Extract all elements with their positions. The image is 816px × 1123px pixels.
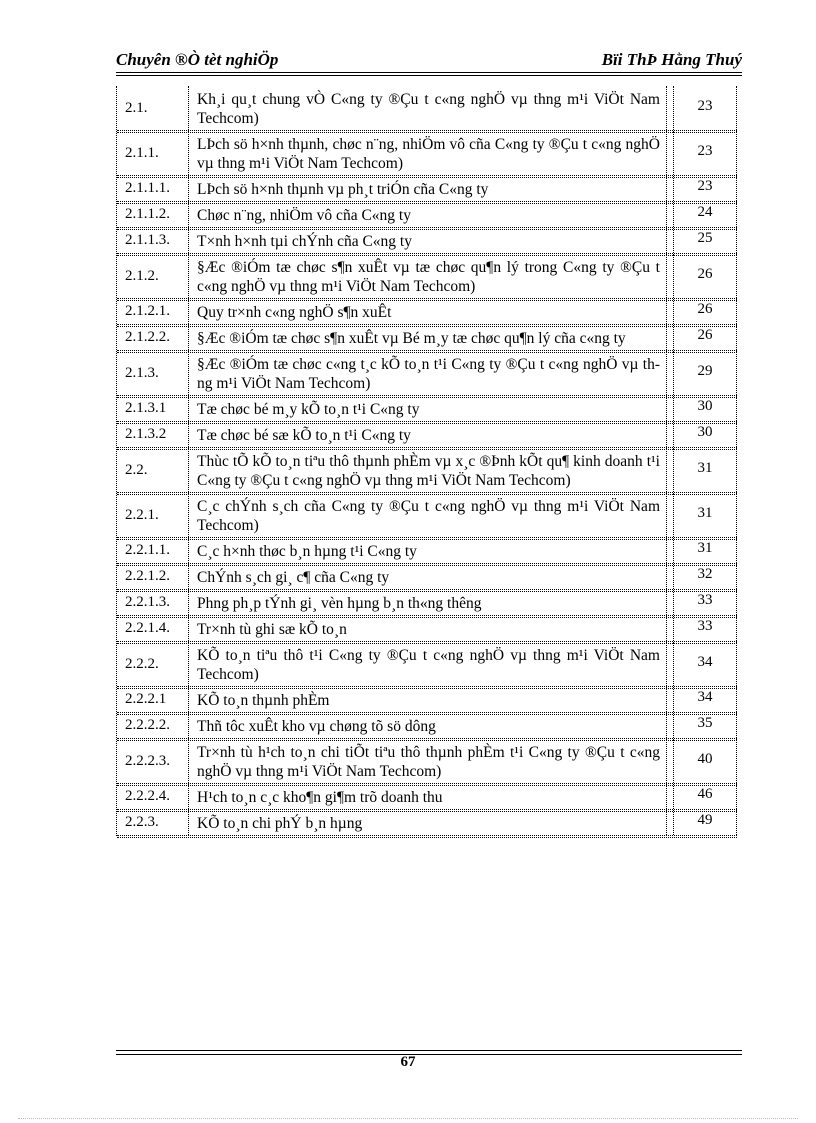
toc-section-number: 2.1.1.3. — [117, 228, 189, 253]
toc-row — [117, 422, 737, 448]
toc-section-number: 2.1.3. — [117, 351, 189, 395]
toc-column-gap — [667, 564, 674, 589]
toc-page-number: 24 — [674, 202, 737, 227]
toc-section-title: LÞch sö h×nh thµnh, chøc n¨ng, nhiÖm vô cña C«ng ty ®Çu t c«ng nghÖ vµ thng m¹i ViÖt Nam Techcom) — [189, 131, 667, 175]
toc-section-title: Chøc n¨ng, nhiÖm vô cña C«ng ty — [189, 202, 667, 227]
toc-page-number: 25 — [674, 228, 737, 253]
toc-row — [117, 351, 737, 396]
toc-row — [117, 131, 737, 176]
toc-column-gap — [667, 422, 674, 447]
toc-section-title: Tæ chøc bé sæ kÕ to¸n t¹i C«ng ty — [189, 422, 667, 447]
toc-column-gap — [667, 325, 674, 350]
toc-section-title: §Æc ®iÓm tæ chøc s¶n xuÊt vµ tæ chøc qu¶n lý trong C«ng ty ®Çu t c«ng nghÖ vµ thng m¹i ViÖt Nam Techcom) — [189, 254, 667, 298]
toc-column-gap — [667, 810, 674, 835]
toc-row — [117, 810, 737, 836]
toc-column-gap — [667, 86, 674, 130]
toc-row — [117, 687, 737, 713]
toc-page-number: 40 — [674, 739, 737, 783]
header-rule — [116, 72, 742, 73]
toc-page-number: 35 — [674, 713, 737, 738]
toc-section-number: 2.2.2.1 — [117, 687, 189, 712]
toc-section-title: C¸c h×nh thøc b¸n hµng t¹i C«ng ty — [189, 538, 667, 563]
toc-page-number: 34 — [674, 687, 737, 712]
toc-page-number: 23 — [674, 176, 737, 201]
toc-column-gap — [667, 739, 674, 783]
toc-section-number: 2.1.1. — [117, 131, 189, 175]
toc-section-number: 2.2.2. — [117, 642, 189, 686]
toc-row — [117, 396, 737, 422]
toc-section-title: Tæ chøc bé m¸y kÕ to¸n t¹i C«ng ty — [189, 396, 667, 421]
toc-section-number: 2.2.2.4. — [117, 784, 189, 809]
toc-section-number: 2.1.2.2. — [117, 325, 189, 350]
toc-row — [117, 564, 737, 590]
toc-section-title: ChÝnh s¸ch gi¸ c¶ cña C«ng ty — [189, 564, 667, 589]
toc-page-number: 30 — [674, 396, 737, 421]
toc-section-title: Phng ph¸p tÝnh gi¸ vèn hµng b¸n th«ng thêng — [189, 590, 667, 615]
toc-section-title: KÕ to¸n thµnh phÈm — [189, 687, 667, 712]
toc-section-title: Tr×nh tù h¹ch to¸n chi tiÕt tiªu thô thµnh phÈm t¹i C«ng ty ®Çu t c«ng nghÖ vµ thng m¹i ViÖt Nam Techcom) — [189, 739, 667, 783]
toc-row — [117, 176, 737, 202]
toc-page-number: 31 — [674, 493, 737, 537]
page-number: 67 — [400, 1054, 416, 1070]
toc-column-gap — [667, 538, 674, 563]
toc-section-number: 2.2.2.2. — [117, 713, 189, 738]
toc-section-title: C¸c chÝnh s¸ch cña C«ng ty ®Çu t c«ng nghÖ vµ thng m¹i ViÖt Nam Techcom) — [189, 493, 667, 537]
toc-column-gap — [667, 228, 674, 253]
toc-section-number: 2.1.3.2 — [117, 422, 189, 447]
toc-row — [117, 448, 737, 493]
toc-row — [117, 590, 737, 616]
toc-page-number: 32 — [674, 564, 737, 589]
toc-row — [117, 254, 737, 299]
toc-section-title: Quy tr×nh c«ng nghÖ s¶n xuÊt — [189, 299, 667, 324]
toc-page-number: 33 — [674, 590, 737, 615]
toc-section-number: 2.2.1.3. — [117, 590, 189, 615]
header-rule-secondary — [116, 75, 742, 76]
toc-section-number: 2.1.2. — [117, 254, 189, 298]
header-author: Bïi ThÞ Hằng Thuý — [601, 50, 742, 69]
toc-row — [117, 784, 737, 810]
toc-row — [117, 228, 737, 254]
toc-column-gap — [667, 493, 674, 537]
toc-column-gap — [667, 202, 674, 227]
toc-row — [117, 86, 737, 131]
toc-row — [117, 493, 737, 538]
toc-page-number: 26 — [674, 254, 737, 298]
toc-section-title: Thùc tÕ kÕ to¸n tiªu thô thµnh phÈm vµ x¸c ®Þnh kÕt qu¶ kinh doanh t¹i C«ng ty ®Çu t c«ng nghÖ vµ thng m¹i ViÖt Nam Techcom) — [189, 448, 667, 492]
toc-row — [117, 642, 737, 687]
toc-page-number: 49 — [674, 810, 737, 835]
toc-page-number: 31 — [674, 448, 737, 492]
bottom-dotted-line — [18, 1118, 798, 1119]
toc-column-gap — [667, 254, 674, 298]
toc-column-gap — [667, 131, 674, 175]
toc-row — [117, 713, 737, 739]
toc-column-gap — [667, 351, 674, 395]
toc-column-gap — [667, 687, 674, 712]
toc-section-title: §Æc ®iÓm tæ chøc c«ng t¸c kÕ to¸n t¹i C«ng ty ®Çu t c«ng nghÖ vµ thng m¹i ViÖt Nam Techcom) — [189, 351, 667, 395]
toc-section-title: T×nh h×nh tµi chÝnh cña C«ng ty — [189, 228, 667, 253]
toc-page-number: 34 — [674, 642, 737, 686]
toc-page-number: 23 — [674, 131, 737, 175]
toc-section-number: 2.2.1.1. — [117, 538, 189, 563]
toc-column-gap — [667, 299, 674, 324]
toc-row — [117, 299, 737, 325]
toc-page-number: 31 — [674, 538, 737, 563]
toc-section-number: 2.2.1.2. — [117, 564, 189, 589]
toc-section-title: Kh¸i qu¸t chung vÒ C«ng ty ®Çu t c«ng nghÖ vµ thng m¹i ViÖt Nam Techcom) — [189, 86, 667, 130]
toc-section-title: Tr×nh tù ghi sæ kÕ to¸n — [189, 616, 667, 641]
toc-section-title: §Æc ®iÓm tæ chøc s¶n xuÊt vµ Bé m¸y tæ chøc qu¶n lý cña c«ng ty — [189, 325, 667, 350]
toc-page-number: 33 — [674, 616, 737, 641]
toc-page-number: 26 — [674, 325, 737, 350]
toc-column-gap — [667, 448, 674, 492]
toc-section-title: KÕ to¸n tiªu thô t¹i C«ng ty ®Çu t c«ng nghÖ vµ thng m¹i ViÖt Nam Techcom) — [189, 642, 667, 686]
toc-page-number: 26 — [674, 299, 737, 324]
toc-row — [117, 538, 737, 564]
toc-column-gap — [667, 642, 674, 686]
toc-section-number: 2.1.2.1. — [117, 299, 189, 324]
toc-section-title: KÕ to¸n chi phÝ b¸n hµng — [189, 810, 667, 835]
toc-column-gap — [667, 784, 674, 809]
toc-row — [117, 616, 737, 642]
toc-section-number: 2.1.1.1. — [117, 176, 189, 201]
toc-column-gap — [667, 616, 674, 641]
toc-page-number: 23 — [674, 86, 737, 130]
toc-column-gap — [667, 396, 674, 421]
toc-section-number: 2.2. — [117, 448, 189, 492]
toc-section-number: 2.2.2.3. — [117, 739, 189, 783]
toc-section-number: 2.2.1.4. — [117, 616, 189, 641]
toc-section-number: 2.1.3.1 — [117, 396, 189, 421]
footer-rule — [116, 1050, 742, 1051]
toc-section-number: 2.1. — [117, 86, 189, 130]
toc-section-title: LÞch sö h×nh thµnh vµ ph¸t triÓn cña C«ng ty — [189, 176, 667, 201]
toc-column-gap — [667, 713, 674, 738]
toc-section-title: H¹ch to¸n c¸c kho¶n gi¶m trõ doanh thu — [189, 784, 667, 809]
toc-section-title: Thñ tôc xuÊt kho vµ chøng tõ sö dông — [189, 713, 667, 738]
toc-section-number: 2.2.1. — [117, 493, 189, 537]
page-header — [116, 48, 742, 74]
toc-section-number: 2.1.1.2. — [117, 202, 189, 227]
header-title: Chuyên ®Ò tèt nghiÖp — [116, 50, 279, 69]
toc-row — [117, 739, 737, 784]
toc-column-gap — [667, 176, 674, 201]
toc-page-number: 46 — [674, 784, 737, 809]
toc-page-number: 30 — [674, 422, 737, 447]
toc-row — [117, 325, 737, 351]
toc-page-number: 29 — [674, 351, 737, 395]
toc-row — [117, 202, 737, 228]
toc-column-gap — [667, 590, 674, 615]
toc-section-number: 2.2.3. — [117, 810, 189, 835]
table-of-contents — [116, 86, 737, 836]
